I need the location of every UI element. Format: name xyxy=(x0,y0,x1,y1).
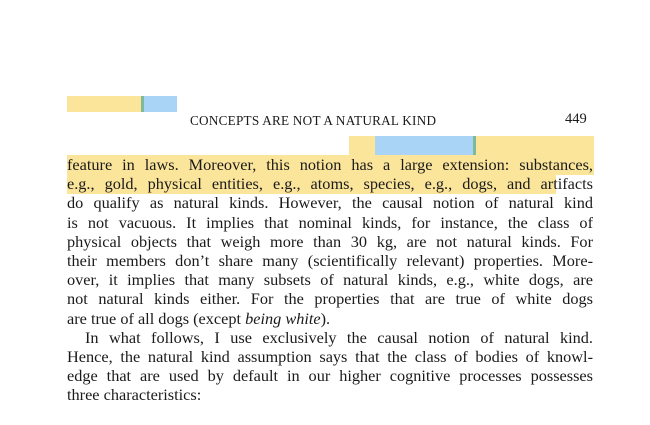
text-line: their members don’t share many (scientifically relevant) properties. More- xyxy=(67,250,593,270)
text-line-end: ). xyxy=(320,308,331,328)
text-line: over, it implies that many subsets of natural kinds, e.g., white dogs, are xyxy=(67,270,593,290)
highlight-mark-top-yellow-right xyxy=(476,136,594,155)
highlight-mark-header-yellow xyxy=(67,96,141,112)
text-line xyxy=(67,309,593,328)
highlight-mark-top-yellow-left xyxy=(349,136,375,155)
page-number: 449 xyxy=(565,111,587,127)
text-line: edge that are used by default in our higher cognitive processes possesses xyxy=(67,366,593,386)
body-paragraphs xyxy=(67,155,593,404)
text-line-start: are true of all dogs (except xyxy=(67,308,246,328)
text-line: three characteristics: xyxy=(67,385,202,405)
text-line: do qualify as natural kinds. However, the causal notion of natural kind xyxy=(67,193,593,213)
highlight-mark-top-blue xyxy=(375,136,473,155)
text-line: Hence, the natural kind assumption says that the class of bodies of knowl- xyxy=(67,346,593,366)
running-title: CONCEPTS ARE NOT A NATURAL KIND xyxy=(190,113,437,128)
text-line: In what follows, I use exclusively the causal notion of natural kind. xyxy=(85,327,593,347)
text-line: is not vacuous. It implies that nominal kinds, for instance, the class of xyxy=(67,212,593,232)
text-line: e.g., gold, physical entities, e.g., atoms, species, e.g., dogs, and artifacts xyxy=(67,174,593,194)
text-line: feature in laws. Moreover, this notion has a large extension: substances, xyxy=(67,155,593,174)
italic-phrase: being white xyxy=(245,308,321,328)
highlight-mark-header-blue xyxy=(144,96,177,112)
text-line: not natural kinds either. For the properties that are true of white dogs xyxy=(67,289,593,309)
text-line: physical objects that weigh more than 30 kg, are not natural kinds. For xyxy=(67,231,593,251)
